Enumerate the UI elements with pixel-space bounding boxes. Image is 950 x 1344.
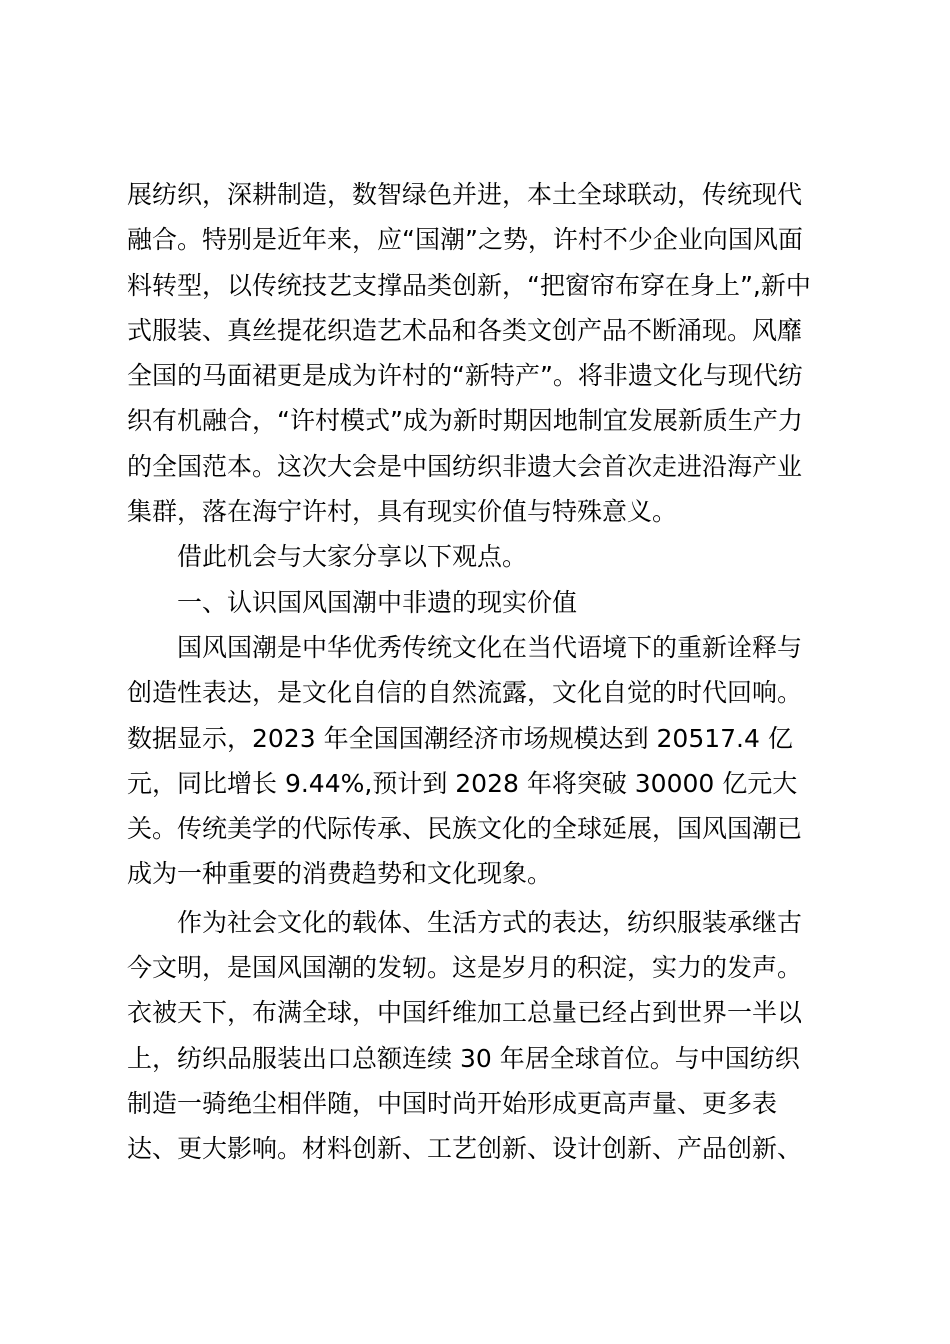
text-line: 创造性表达，是文化自信的自然流露，文化自觉的时代回响。 [127,678,803,708]
document-body [127,172,827,1172]
text-line: 式服装、真丝提花织造艺术品和各类文创产品不断涌现。风靡 [127,315,803,345]
text-line: 借此机会与大家分享以下观点。 [127,542,528,572]
text-line: 衣被天下，布满全球，中国纤维加工总量已经占到世界一半以 [127,998,803,1028]
text-line: 关。传统美学的代际传承、民族文化的全球延展，国风国潮已 [127,814,803,844]
text-line: 的全国范本。这次大会是中国纺织非遗大会首次走进沿海产业 [127,451,803,481]
text-line: 一、认识国风国潮中非遗的现实价值 [127,587,578,617]
paragraph-share [127,534,827,579]
text-line: 作为社会文化的载体、生活方式的表达，纺织服装承继古 [127,907,803,937]
text-line: 上，纺织品服装出口总额连续 30 年居全球首位。与中国纺织 [127,1043,800,1073]
text-line: 展纺织，深耕制造，数智绿色并进，本土全球联动，传统现代 [127,180,803,209]
text-line: 制造一骑绝尘相伴随，中国时尚开始形成更高声量、更多表 [127,1088,778,1118]
text-line: 织有机融合，“许村模式”成为新时期因地制宜发展新质生产力 [127,406,803,436]
paragraph-data [127,625,827,897]
text-line: 料转型，以传统技艺支撑品类创新，“把窗帘布穿在身上”,新中 [127,270,811,300]
text-line: 成为一种重要的消费趋势和文化现象。 [127,859,553,889]
text-line: 元，同比增长 9.44%,预计到 2028 年将突破 30000 亿元大 [127,768,798,798]
text-line: 全国的马面裙更是成为许村的“新特产”。将非遗文化与现代纺 [127,361,803,391]
paragraph-intro [127,172,827,534]
text-line: 数据显示，2023 年全国国潮经济市场规模达到 20517.4 亿 [127,723,793,753]
section-heading [127,580,827,625]
paragraph-textile [127,900,827,1172]
text-line: 集群，落在海宁许村，具有现实价值与特殊意义。 [127,497,678,527]
text-line: 今文明，是国风国潮的发轫。这是岁月的积淀，实力的发声。 [127,953,803,983]
text-line: 达、更大影响。材料创新、工艺创新、设计创新、产品创新、 [127,1134,803,1164]
text-line: 国风国潮是中华优秀传统文化在当代语境下的重新诠释与 [127,632,803,662]
text-line: 融合。特别是近年来，应“国潮”之势，许村不少企业向国风面 [127,225,803,255]
